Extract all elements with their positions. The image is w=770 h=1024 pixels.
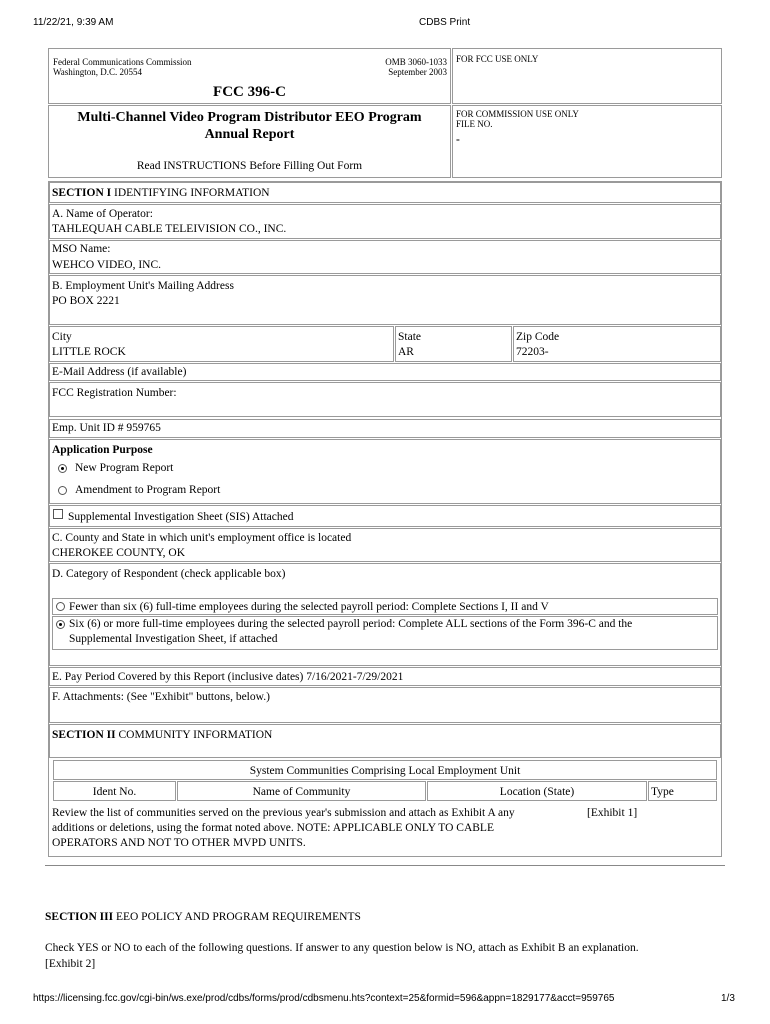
section2-heading: SECTION II COMMUNITY INFORMATION <box>52 729 273 741</box>
frn-label: FCC Registration Number: <box>52 387 177 399</box>
fewer-than-six-radio[interactable] <box>56 602 65 611</box>
mailing-address-label: B. Employment Unit's Mailing Address <box>52 280 234 292</box>
six-or-more-label-line1: Six (6) or more full-time employees during the selected payroll period: Complete ALL sections of the Form 396-C and the <box>69 618 633 630</box>
email-label: E-Mail Address (if available) <box>52 366 187 378</box>
county-value: CHEROKEE COUNTY, OK <box>52 547 185 559</box>
commission-use-label: FOR COMMISSION USE ONLY <box>456 109 579 119</box>
mailing-address-value: PO BOX 2221 <box>52 295 120 307</box>
communities-table-title: System Communities Comprising Local Employment Unit <box>249 765 521 777</box>
agency-name: Federal Communications Commission <box>53 57 192 67</box>
section-divider <box>45 865 725 866</box>
operator-label: A. Name of Operator: <box>52 208 153 220</box>
mso-value: WEHCO VIDEO, INC. <box>52 259 162 271</box>
omb-number: OMB 3060-1033 <box>385 57 447 67</box>
zip-value: 72203- <box>516 346 549 358</box>
new-program-radio[interactable] <box>58 464 67 473</box>
attachments-note: F. Attachments: (See "Exhibit" buttons, below.) <box>52 691 270 703</box>
print-url: https://licensing.fcc.gov/cgi-bin/ws.exe/prod/cdbs/forms/prod/cdbsmenu.hts?context=25&formid=596&appn=1829177&acct=959765 <box>33 993 615 1004</box>
section3-heading: SECTION III EEO POLICY AND PROGRAM REQUIREMENTS <box>45 911 361 923</box>
review-instruction-line2: additions or deletions, using the format noted above. NOTE: APPLICABLE ONLY TO CABLE <box>52 822 494 834</box>
file-no-value: - <box>456 134 460 146</box>
county-label: C. County and State in which unit's employment office is located <box>52 532 352 544</box>
omb-date: September 2003 <box>388 67 447 77</box>
agency-address: Washington, D.C. 20554 <box>53 67 143 77</box>
six-or-more-radio[interactable] <box>56 620 65 629</box>
exhibit-1-link[interactable]: [Exhibit 1] <box>587 807 638 819</box>
section1-heading: SECTION I IDENTIFYING INFORMATION <box>52 187 270 199</box>
col-ident-no-label: Ident No. <box>92 786 137 798</box>
fcc-use-only-label: FOR FCC USE ONLY <box>456 54 539 64</box>
exhibit-2-link[interactable]: [Exhibit 2] <box>45 958 96 970</box>
print-title: CDBS Print <box>419 17 471 28</box>
sis-label: Supplemental Investigation Sheet (SIS) Attached <box>68 511 294 523</box>
amendment-radio[interactable] <box>58 486 67 495</box>
instructions-note: Read INSTRUCTIONS Before Filling Out Form <box>136 160 363 172</box>
six-or-more-label-line2: Supplemental Investigation Sheet, if attached <box>69 633 278 645</box>
operator-value: TAHLEQUAH CABLE TELEIVISION CO., INC. <box>52 223 287 235</box>
state-value: AR <box>398 346 414 358</box>
review-instruction-line1: Review the list of communities served on the previous year's submission and attach as Exhibit A any <box>52 807 515 819</box>
application-purpose-label: Application Purpose <box>52 444 153 456</box>
category-label: D. Category of Respondent (check applicable box) <box>52 568 286 580</box>
emp-unit-id: Emp. Unit ID # 959765 <box>52 422 161 434</box>
col-type-label: Type <box>651 786 674 798</box>
city-label: City <box>52 331 72 343</box>
new-program-label: New Program Report <box>75 462 174 474</box>
mso-label: MSO Name: <box>52 243 111 255</box>
col-community-name-label: Name of Community <box>252 786 351 798</box>
state-label: State <box>398 331 421 343</box>
print-page-number: 1/3 <box>721 993 735 1004</box>
zip-label: Zip Code <box>516 331 560 343</box>
print-datetime: 11/22/21, 9:39 AM <box>33 17 114 28</box>
col-location-state-label: Location (State) <box>499 786 575 798</box>
sis-checkbox[interactable] <box>53 509 63 519</box>
city-value: LITTLE ROCK <box>52 346 126 358</box>
pay-period: E. Pay Period Covered by this Report (inclusive dates) 7/16/2021-7/29/2021 <box>52 671 404 683</box>
fewer-than-six-label: Fewer than six (6) full-time employees during the selected payroll period: Complete Sections I, II and V <box>69 601 549 613</box>
form-title-line2: Annual Report <box>204 127 295 142</box>
section3-instruction-line1: Check YES or NO to each of the following questions. If answer to any question below is NO, attach as Exhibit B an explanation. <box>45 942 639 954</box>
form-number: FCC 396-C <box>213 84 286 100</box>
file-no-label: FILE NO. <box>456 119 493 129</box>
form-title-line1: Multi-Channel Video Program Distributor EEO Program <box>77 110 422 125</box>
review-instruction-line3: OPERATORS AND NOT TO OTHER MVPD UNITS. <box>52 837 306 849</box>
amendment-label: Amendment to Program Report <box>75 484 221 496</box>
